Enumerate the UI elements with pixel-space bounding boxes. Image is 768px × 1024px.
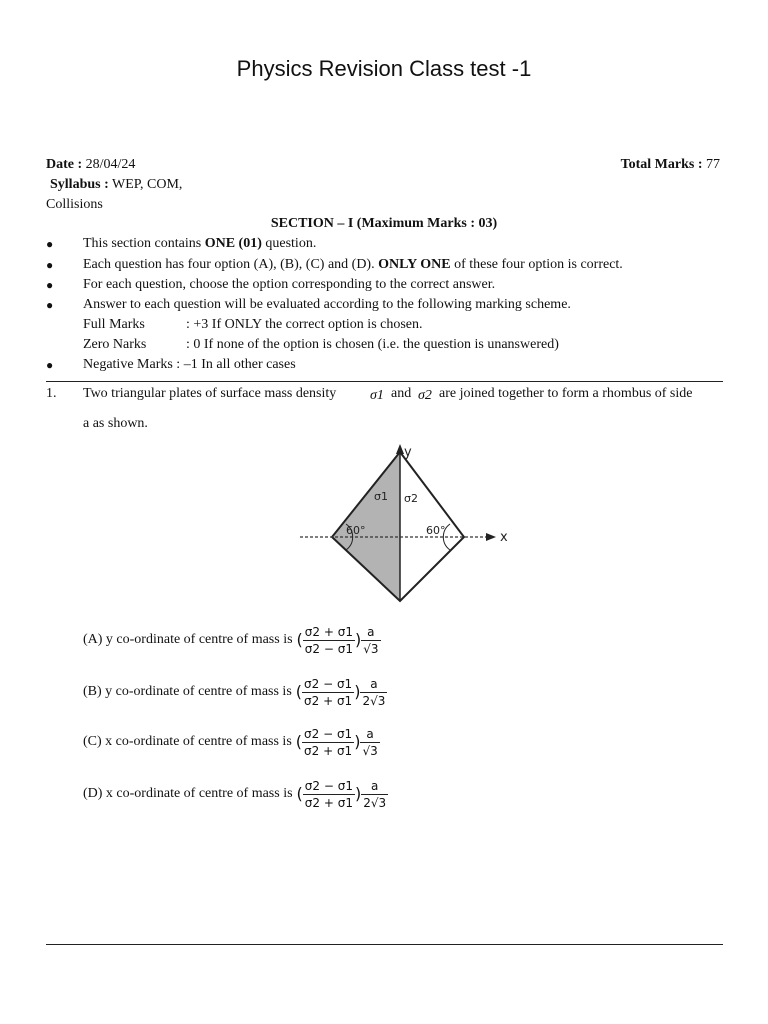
instruction-2 [83,256,623,274]
option-B[interactable] [83,674,387,710]
instruction-2-pre: Each question has four option (A), (B), (C) and (D). [83,257,379,272]
option-label: (C) x co-ordinate of centre of mass is [83,734,292,749]
multiplier-fraction [361,778,388,811]
option-D[interactable] [83,776,388,812]
y-axis-label: y [404,445,412,460]
option-fraction [302,726,354,759]
question-text-3: a as shown. [83,416,148,431]
bullet-dot: ● [46,358,54,372]
multiplier-denominator: √3 [362,743,378,758]
total-marks-line [621,156,720,174]
total-marks-label: Total Marks : [620,157,703,172]
paren-left: ( [295,682,303,701]
paren-left: ( [296,784,303,803]
fraction-numerator: σ2 + σ1 [304,624,353,639]
angle-right-label: 60° [426,524,446,537]
question-number: 1. [46,386,57,401]
x-axis-label: x [500,530,508,545]
option-C[interactable] [83,724,380,760]
option-label: (B) y co-ordinate of centre of mass is [83,684,292,699]
paren-right: ) [354,630,362,649]
fraction-numerator: σ2 − σ1 [304,676,353,691]
multiplier-numerator: a [361,624,380,641]
sigma2-symbol: σ2 [418,388,432,403]
question-and: and [391,386,412,401]
instruction-2-bold: ONLY ONE [378,257,451,272]
full-marks-text: : +3 If ONLY the correct option is chosen. [186,317,423,332]
fraction-denominator: σ2 + σ1 [304,795,353,810]
fraction-denominator: σ2 − σ1 [304,641,353,656]
section-heading: SECTION – I (Maximum Marks : 03) [270,216,498,231]
multiplier-denominator: 2√3 [363,795,387,810]
angle-left-label: 60° [346,524,366,537]
option-fraction [303,624,355,657]
full-marks-label: Full Marks [83,317,145,332]
date-value: 28/04/24 [85,157,136,172]
multiplier-fraction [360,676,387,709]
y-axis-arrow [396,444,404,454]
instruction-1-bold: ONE (01) [204,236,262,251]
option-A[interactable] [83,622,381,658]
negative-marks-text: Negative Marks : –1 In all other cases [83,357,296,372]
question-text-2: are joined together to form a rhombus of side [439,386,693,401]
date-line [46,156,135,174]
bullet-dot: ● [46,258,54,272]
instruction-1-pre: This section contains [83,236,205,251]
paren-left: ( [296,630,303,649]
figure-sigma1-label: σ1 [374,490,388,503]
x-axis-arrow [486,533,496,541]
sigma1-plate [332,452,400,601]
bullet-dot: ● [46,278,54,292]
date-label: Date : [46,157,83,172]
fraction-numerator: σ2 − σ1 [304,778,353,793]
paren-right: ) [354,784,362,803]
multiplier-denominator: 2√3 [362,693,386,708]
instruction-1-post: question. [261,236,317,251]
bullet-dot: ● [46,237,54,251]
syllabus-value: WEP, COM, [112,177,183,192]
syllabus-line [50,176,182,194]
instruction-2-post: of these four option is correct. [450,257,623,272]
divider [46,381,723,382]
zero-marks-text: : 0 If none of the option is chosen (i.e. the question is unanswered) [186,337,559,352]
zero-marks-label: Zero Narks [83,337,147,352]
multiplier-numerator: a [360,676,387,693]
figure-sigma2-label: σ2 [404,492,418,505]
multiplier-fraction [361,624,380,657]
instruction-4: Answer to each question will be evaluated according to the following marking scheme. [83,297,571,312]
page-title: Physics Revision Class test -1 [236,56,532,81]
sigma1-symbol: σ1 [370,388,384,403]
instruction-3: For each question, choose the option corresponding to the correct answer. [83,277,496,292]
multiplier-numerator: a [360,726,379,743]
paren-left: ( [295,732,303,751]
option-fraction [302,676,354,709]
question-text-1: Two triangular plates of surface mass density [83,386,337,401]
instruction-1 [83,235,316,253]
multiplier-fraction [360,726,379,759]
multiplier-denominator: √3 [363,641,379,656]
paren-right: ) [354,682,361,701]
fraction-denominator: σ2 + σ1 [304,743,353,758]
option-label: (D) x co-ordinate of centre of mass is [83,786,293,801]
option-label: (A) y co-ordinate of centre of mass is [83,632,293,647]
option-fraction [303,778,355,811]
fraction-numerator: σ2 − σ1 [304,726,353,741]
fraction-denominator: σ2 + σ1 [304,693,353,708]
rhombus-figure [290,440,520,610]
bullet-dot: ● [46,298,54,312]
syllabus-continuation: Collisions [46,197,103,212]
multiplier-numerator: a [361,778,388,795]
paren-right: ) [354,732,361,751]
syllabus-label: Syllabus : [50,177,109,192]
total-marks-value: 77 [706,157,720,172]
footer-divider [46,944,723,945]
